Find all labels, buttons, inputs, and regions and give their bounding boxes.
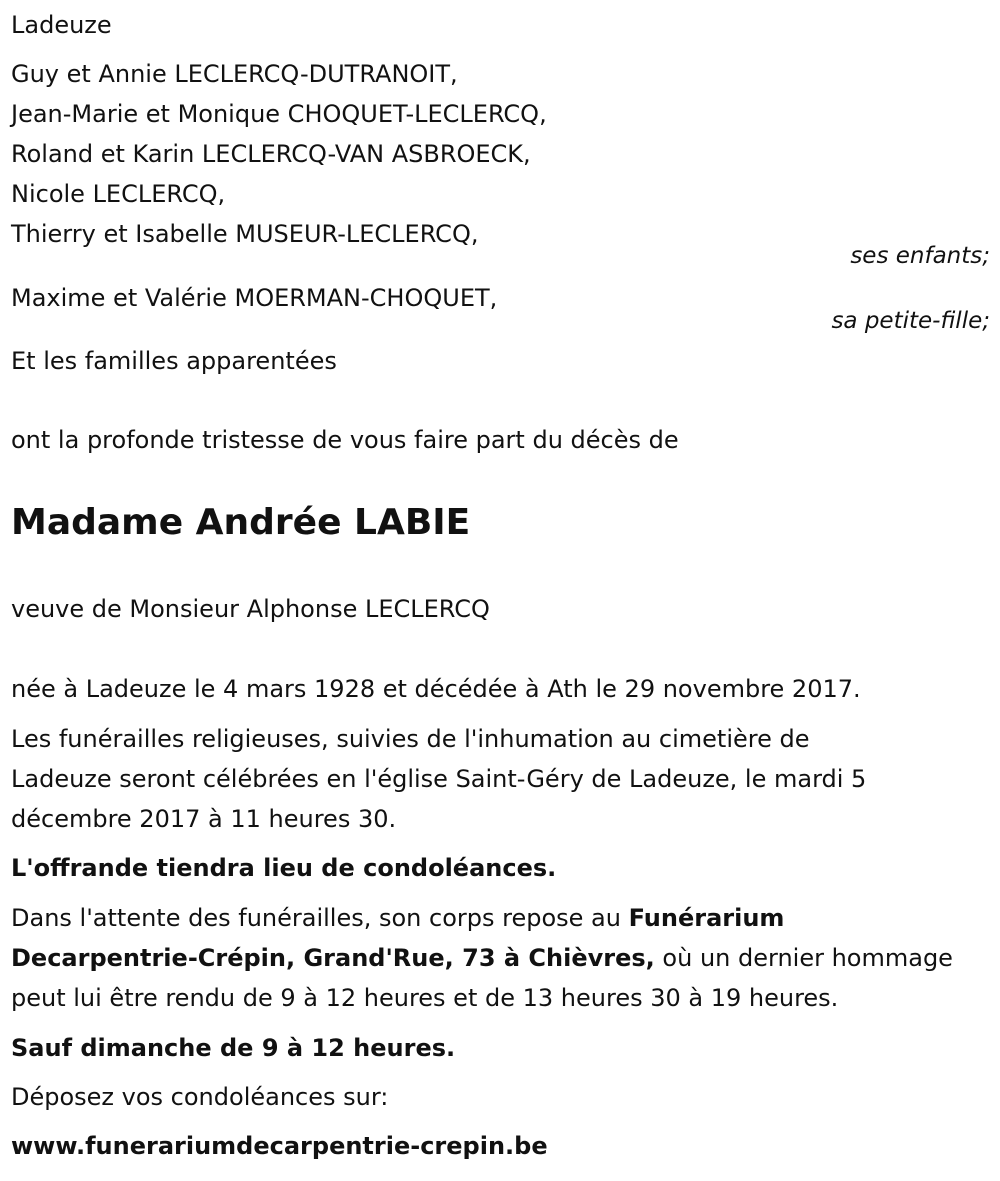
viewing-line (11, 938, 953, 978)
viewing-line (11, 898, 784, 938)
granddaughter: Maxime et Valérie MOERMAN-CHOQUET, (11, 284, 498, 312)
family-member: Jean-Marie et Monique CHOQUET-LECLERCQ, (11, 100, 547, 128)
widow-of: veuve de Monsieur Alphonse LECLERCQ (11, 595, 490, 623)
viewing-line: peut lui être rendu de 9 à 12 heures et de 13 heures 30 à 19 heures. (11, 984, 839, 1012)
family-member: Nicole LECLERCQ, (11, 180, 226, 208)
funerarium-address: Decarpentrie-Crépin, Grand'Rue, 73 à Chièvres, (11, 944, 655, 972)
offering-note: L'offrande tiendra lieu de condoléances. (11, 854, 557, 882)
family-member: Roland et Karin LECLERCQ-VAN ASBROECK, (11, 140, 531, 168)
sunday-note: Sauf dimanche de 9 à 12 heures. (11, 1034, 456, 1062)
children-role: ses enfants; (850, 243, 990, 269)
funerarium-name: Funérarium (628, 904, 785, 932)
funeral-line: Les funérailles religieuses, suivies de l'inhumation au cimetière de (11, 725, 810, 753)
viewing-text: où un dernier hommage (654, 944, 953, 972)
family-member: Thierry et Isabelle MUSEUR-LECLERCQ, (11, 220, 479, 248)
related-families: Et les familles apparentées (11, 347, 337, 375)
place-heading: Ladeuze (11, 11, 112, 39)
deceased-name: Madame Andrée LABIE (11, 502, 471, 543)
funeral-line: décembre 2017 à 11 heures 30. (11, 805, 397, 833)
family-member: Guy et Annie LECLERCQ-DUTRANOIT, (11, 60, 458, 88)
funeral-line: Ladeuze seront célébrées en l'église Saint-Géry de Ladeuze, le mardi 5 (11, 765, 867, 793)
granddaughter-role: sa petite-fille; (831, 308, 990, 334)
condolences-label: Déposez vos condoléances sur: (11, 1083, 389, 1111)
announcement-text: ont la profonde tristesse de vous faire part du décès de (11, 426, 679, 454)
condolences-website: www.funerariumdecarpentrie-crepin.be (11, 1132, 548, 1160)
birth-death-dates: née à Ladeuze le 4 mars 1928 et décédée à Ath le 29 novembre 2017. (11, 675, 861, 703)
viewing-text: Dans l'attente des funérailles, son corps repose au (11, 904, 629, 932)
